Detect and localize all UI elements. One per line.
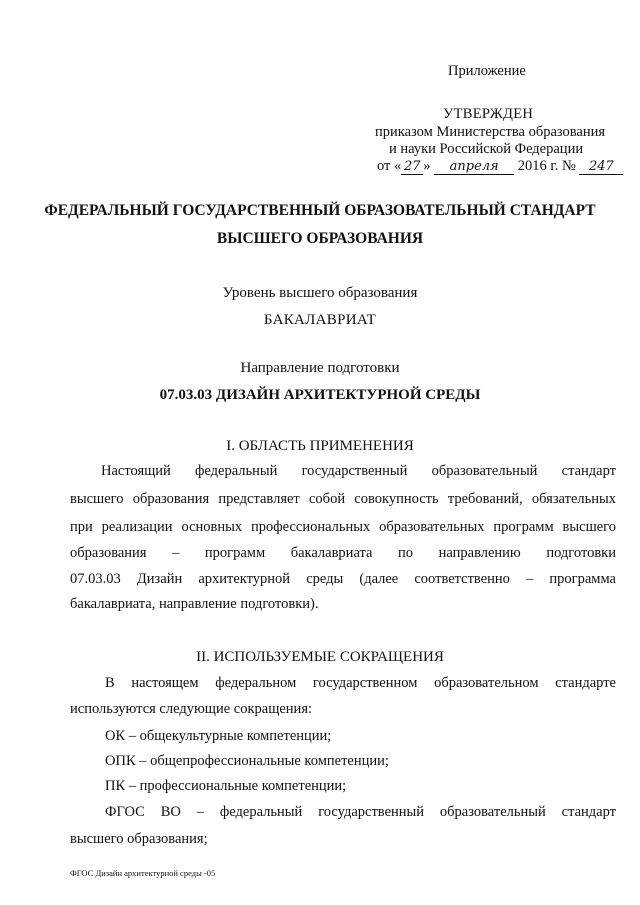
section-1-line: 07.03.03 Дизайн архитектурной среды (далее соответственно – программа: [70, 571, 616, 587]
section-1-line: высшего образования представляет собой совокупность требований, обязательных: [70, 491, 616, 507]
abbreviation-opk: ОПК – общепрофессиональные компетенции;: [105, 753, 389, 769]
document-title-line-1: ФЕДЕРАЛЬНЫЙ ГОСУДАРСТВЕННЫЙ ОБРАЗОВАТЕЛЬНЫЙ СТАНДАРТ: [44, 202, 596, 219]
direction-value: 07.03.03 ДИЗАЙН АРХИТЕКТУРНОЙ СРЕДЫ: [159, 387, 481, 403]
section-1-line: бакалавриата, направление подготовки).: [70, 596, 319, 612]
education-level-value: БАКАЛАВРИАТ: [263, 312, 377, 328]
handwritten-order-number: 247: [579, 160, 623, 175]
section-2-heading: II. ИСПОЛЬЗУЕМЫЕ СОКРАЩЕНИЯ: [196, 649, 444, 665]
handwritten-day: 27: [401, 160, 423, 175]
abbreviation-pk: ПК – профессиональные компетенции;: [105, 778, 347, 794]
handwritten-month: апреля: [434, 160, 514, 175]
document-title-line-2: ВЫСШЕГО ОБРАЗОВАНИЯ: [216, 230, 424, 247]
page-footer: ФГОС Дизайн архитектурной среды -05: [70, 868, 216, 878]
date-year: 2016 г. №: [517, 158, 576, 174]
section-1-line: Настоящий федеральный государственный образовательный стандарт: [101, 463, 616, 479]
section-2-line: В настоящем федеральном государственном образовательном стандарте: [105, 675, 616, 691]
abbreviation-fgos: ФГОС ВО – федеральный государственный образовательный стандарт: [105, 804, 616, 820]
order-date-line: [377, 158, 623, 175]
date-mid: »: [423, 158, 431, 174]
abbreviation-ok: ОК – общекультурные компетенции;: [105, 728, 332, 744]
date-prefix: от «: [377, 158, 402, 174]
appendix-label: Приложение: [448, 63, 526, 79]
section-1-line: образования – программ бакалавриата по направлению подготовки: [70, 545, 616, 561]
section-2-line: высшего образования;: [70, 831, 208, 847]
approved-label: УТВЕРЖДЕН: [443, 106, 534, 122]
section-1-heading: I. ОБЛАСТЬ ПРИМЕНЕНИЯ: [226, 438, 414, 454]
section-1-line: при реализации основных профессиональных образовательных программ высшего: [70, 519, 616, 535]
education-level-label: Уровень высшего образования: [222, 285, 418, 301]
order-line-2: и науки Российской Федерации: [389, 141, 584, 157]
order-line-1: приказом Министерства образования: [375, 124, 606, 140]
section-2-line: используются следующие сокращения:: [70, 701, 313, 717]
direction-label: Направление подготовки: [240, 360, 400, 376]
